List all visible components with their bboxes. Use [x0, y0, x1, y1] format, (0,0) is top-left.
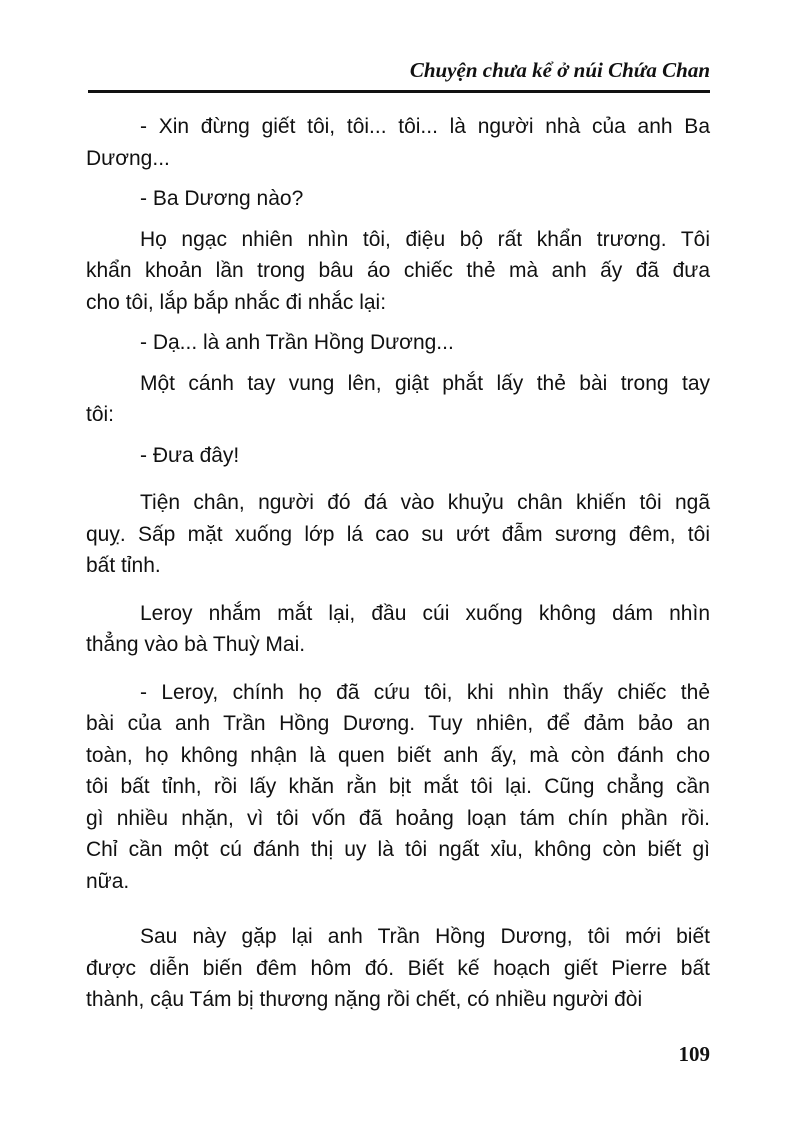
text-line: - Xin đừng giết tôi, tôi... tôi... là người nhà của anh Ba	[140, 115, 710, 138]
text-line: Một cánh tay vung lên, giật phắt lấy thẻ bài trong tay	[140, 371, 710, 395]
text-line: bất tỉnh.	[86, 554, 161, 577]
text-line: gì nhiều nhặn, vì tôi vốn đã hoảng loạn tám chín phần rồi.	[86, 806, 710, 830]
paragraph	[86, 598, 710, 661]
text-line: Họ ngạc nhiên nhìn tôi, điệu bộ rất khẩn trương. Tôi	[140, 227, 710, 251]
text-line: quỵ. Sấp mặt xuống lớp lá cao su ướt đẫm sương đêm, tôi	[86, 522, 710, 546]
text-line: nữa.	[86, 869, 130, 893]
text-line: bài của anh Trần Hồng Dương. Tuy nhiên, để đảm bảo an	[86, 712, 710, 735]
paragraph	[86, 368, 710, 431]
text-line: được diễn biến đêm hôm đó. Biết kế hoạch giết Pierre bất	[86, 956, 710, 980]
text-line: - Dạ... là anh Trần Hồng Dương...	[140, 331, 454, 354]
page-body	[86, 111, 710, 1025]
text-line: Chỉ cần một cú đánh thị uy là tôi ngất xỉu, không còn biết gì	[86, 838, 710, 861]
text-line: Dương...	[86, 146, 170, 170]
text-line: khẩn khoản lần trong bâu áo chiếc thẻ mà anh ấy đã đưa	[86, 259, 710, 282]
paragraph	[86, 111, 710, 174]
text-line: Leroy nhắm mắt lại, đầu cúi xuống không dám nhìn	[140, 601, 710, 625]
text-line: thẳng vào bà Thuỳ Mai.	[86, 633, 306, 656]
running-header: Chuyện chưa kể ở núi Chứa Chan	[409, 58, 710, 82]
text-line: toàn, họ không nhận là quen biết anh ấy, mà còn đánh cho	[86, 743, 710, 767]
paragraph	[86, 183, 710, 215]
text-line: - Leroy, chính họ đã cứu tôi, khi nhìn thấy chiếc thẻ	[140, 680, 710, 704]
text-line: Sau này gặp lại anh Trần Hồng Dương, tôi mới biết	[140, 925, 710, 948]
paragraph	[86, 440, 710, 472]
text-line: - Ba Dương nào?	[140, 187, 304, 210]
paragraph	[86, 487, 710, 582]
text-line: Tiện chân, người đó đá vào khuỷu chân khiến tôi ngã	[140, 491, 710, 514]
paragraph	[86, 327, 710, 359]
text-line: - Đưa đây!	[140, 443, 240, 467]
text-line: tôi:	[86, 403, 115, 426]
text-line: cho tôi, lắp bắp nhắc đi nhắc lại:	[86, 290, 387, 314]
text-line: tôi bất tỉnh, rồi lấy khăn rằn bịt mắt tôi lại. Cũng chẳng cần	[86, 775, 710, 798]
header-rule	[88, 90, 710, 93]
paragraph	[86, 921, 710, 1016]
text-line: thành, cậu Tám bị thương nặng rồi chết, có nhiều người đòi	[86, 988, 643, 1011]
paragraph	[86, 224, 710, 319]
page-number: 109	[678, 1042, 710, 1066]
paragraph	[86, 677, 710, 898]
